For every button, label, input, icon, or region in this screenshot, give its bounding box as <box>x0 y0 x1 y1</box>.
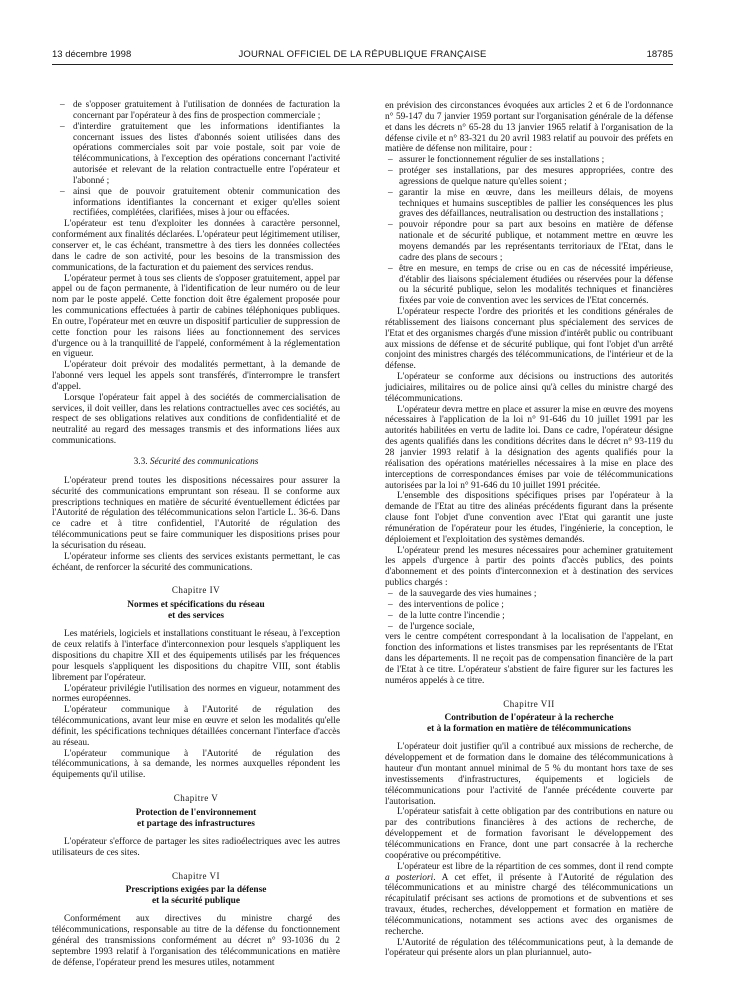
text-run: L'opérateur est libre de la répartition de ces sommes, dont il rend compte <box>397 861 673 872</box>
paragraph: L'opérateur communique à l'Autorité de régulation des télécommunications, avant leur mise en œuvre et selon les modalités qu'elle définit, les spécifications techniques détaillées concernant l'interface d'accès au réseau. <box>52 705 340 748</box>
chapter-title-v <box>52 808 340 830</box>
header-date: 13 décembre 1998 <box>52 49 132 60</box>
paragraph: L'opérateur prend les mesures nécessaires pour acheminer gratuitement les appels d'urgence à partir des points d'accès publics, des points d'abonnement et des points d'interconnexion et à destination des services publics chargés : <box>385 545 673 589</box>
section-title: Sécurité des communications <box>149 457 259 467</box>
paragraph: L'opérateur se conforme aux décisions ou instructions des autorités judiciaires, militaires ou de police ainsi qu'à celles du ministre chargé des télécommunications. <box>385 372 673 404</box>
left-column <box>52 100 340 969</box>
paragraph: L'Autorité de régulation des télécommunications peut, à la demande de l'opérateur qui présente alors un plan pluriannuel, auto- <box>385 937 673 959</box>
chapter-title-line: et à la formation en matière de télécommunications <box>426 724 632 735</box>
list-item: – pouvoir répondre pour sa part aux besoins en matière de défense nationale et de sécurité publique, et notamment mettre en œuvre les moyens demandés par les représentants territoriaux de l'Etat, dans le cadre des plans de secours ; <box>385 220 673 263</box>
chapter-title-line: Prescriptions exigées par la défense <box>125 885 267 896</box>
header-page-number: 18785 <box>646 49 673 60</box>
section-number: 3.3. <box>133 457 150 467</box>
paragraph: Les matériels, logiciels et installations constituant le réseau, à l'exception de ceux relatifs à l'interface d'interconnexion pour lesquels s'appliquent les dispositions du chapitre XII et des équipements utilisés par les fréquences pour lesquels s'appliquent les dispositions du chapitre VIII, sont établis librement par l'opérateur. <box>52 629 340 683</box>
right-column <box>385 101 673 959</box>
text-run: . A cet effet, il présente à l'Autorité de régulation des télécommunications et au ministre chargé des télécommunications un récapitulatif précisant ses actions de promotions et de subventions et ses travaux, études, recherches, développement et formation en matière de télécommunications, notamment ses actions avec des organismes de recherche. <box>385 872 673 937</box>
list-item: – de l'urgence sociale, <box>385 622 673 633</box>
chapter-title-vi <box>52 885 340 907</box>
paragraph: Conformément aux directives du ministre chargé des télécommunications, responsable au titre de la défense du fonctionnement général des transmissions conformément au décret n° 93-1036 du 2 septembre 1993 relatif à l'organisation des télécommunications en matière de défense, l'opérateur prend les mesures utiles, notamment <box>52 914 340 968</box>
paragraph: L'ensemble des dispositions spécifiques prises par l'opérateur à la demande de l'Etat au titre des alinéas précédents figurant dans la présente clause font l'objet d'une convention avec l'Etat qui garantit une juste rémunération de l'opérateur pour les études, l'ingénierie, la conception, le déploiement et l'exploitation des systèmes demandés. <box>385 491 673 545</box>
list-item: – des interventions de police ; <box>385 600 673 611</box>
paragraph: L'opérateur respecte l'ordre des priorités et les conditions générales de rétablissement des liaisons concernant plus spécialement des services de l'Etat et des organismes chargés d'une mission d'intérêt public ou contribuant aux missions de défense et de sécurité publique, qui font l'objet d'un arrêté conjoint des ministres chargés des télécommunications, de l'intérieur et de la défense. <box>385 307 673 372</box>
section-heading-3-3 <box>52 457 340 468</box>
paragraph: L'opérateur communique à l'Autorité de régulation des télécommunications, à sa demande, les normes auxquelles répondent les équipements qu'il utilise. <box>52 748 340 781</box>
paragraph: L'opérateur devra mettre en place et assurer la mise en œuvre des moyens nécessaires à l'application de la loi n° 91-646 du 10 juillet 1991 par les autorités habilitées en vertu de ladite loi. Dans ce cadre, l'opérateur désigne des agents qualifiés dans les conditions décrites dans le décret n° 93-119 du 28 janvier 1993 relatif à la désignation des agents qualifiés pour la réalisation des opérations matérielles nécessaires à la mise en place des interceptions de correspondances émises par voie de télécommunications autorisées par la loi n° 91-646 du 10 juillet 1991 précitée. <box>385 404 673 491</box>
list-item: – protéger ses installations, par des mesures appropriées, contre des agressions de quelque nature qu'elles soient ; <box>385 166 673 188</box>
list-item: – de la lutte contre l'incendie ; <box>385 611 673 622</box>
text-run-italic: a posteriori <box>385 872 434 883</box>
chapter-title-line: et des services <box>167 611 225 622</box>
right-bullet-list-emergency <box>385 589 673 632</box>
right-bullet-list-defense <box>385 155 673 307</box>
paragraph: L'opérateur privilégie l'utilisation des normes en vigueur, notamment des normes européennes. <box>52 683 340 705</box>
paragraph: L'opérateur permet à tous ses clients de s'opposer gratuitement, appel par appel ou de façon permanente, à l'identification de leur numéro ou de leur nom par le poste appelé. Cette fonction doit être également proposée pour les communications effectuées à partir de cabines téléphoniques publiques. En outre, l'opérateur met en œuvre un dispositif particulier de suppression de cette fonction pour les raisons liées au fonctionnement des services d'urgence ou à la tranquillité de l'appelé, conformément à la réglementation en vigueur. <box>52 273 340 360</box>
paragraph: Lorsque l'opérateur fait appel à des sociétés de commercialisation de services, il doit veiller, dans les relations contractuelles avec ces sociétés, au respect de ses obligations relatives aux conditions de confidentialité et de neutralité au regard des messages transmis et des informations liées aux communications. <box>52 392 340 447</box>
header-rule <box>52 64 673 65</box>
list-item: – ainsi que de pouvoir gratuitement obtenir communication des informations identifiantes la concernant et exiger qu'elles soient rectifiées, complétées, clarifiées, mises à jour ou effacées. <box>52 187 340 220</box>
paragraph: L'opérateur doit prévoir des modalités permettant, à la demande de l'abonné vers lequel les appels sont transférés, d'interrompre le transfert d'appel. <box>52 360 340 392</box>
chapter-title-line: et partage des infrastructures <box>137 818 255 829</box>
chapter-title-line: Protection de l'environnement <box>135 807 257 818</box>
paragraph: L'opérateur est tenu d'exploiter les données à caractère personnel, conformément aux finalités déclarées. L'opérateur peut légitimement utiliser, conserver et, le cas échéant, transmettre à des tiers les données collectées dans le cadre de son activité, pour les besoins de la transmission des communications, de la facturation et du paiement des services rendus. <box>52 219 340 273</box>
chapter-title-line: et la sécurité publique <box>152 896 240 907</box>
paragraph: L'opérateur s'efforce de partager les sites radioélectriques avec les autres utilisateurs de ces sites. <box>52 836 340 858</box>
chapter-title-iv <box>52 600 340 622</box>
chapter-label-vii: Chapitre VII <box>503 698 555 709</box>
paragraph <box>385 862 673 938</box>
list-item: – garantir la mise en œuvre, dans les meilleurs délais, de moyens techniques et humains susceptibles de pallier les conséquences les plus graves des défaillances, neutralisation ou destruction des installations ; <box>385 188 673 221</box>
chapter-title-vii <box>385 713 673 735</box>
paragraph: L'opérateur prend toutes les dispositions nécessaires pour assurer la sécurité des communications empruntant son réseau. Il se conforme aux prescriptions techniques en matière de sécurité éventuellement édictées par l'Autorité de régulation des télécommunications selon l'article L. 36-6. Dans ce cadre et à titre confidentiel, l'Autorité de régulation des télécommunications peut se faire communiquer les dispositions prises pour la sécurisation du réseau. <box>52 475 340 551</box>
paragraph: L'opérateur informe ses clients des services existants permettant, le cas échéant, de renforcer la sécurité des communications. <box>52 551 340 573</box>
list-item: – de s'opposer gratuitement à l'utilisation de données de facturation la concernant par l'opérateur à des fins de prospection commerciale ; <box>52 100 340 122</box>
list-item: – être en mesure, en temps de crise ou en cas de nécessité impérieuse, d'établir des liaisons spécialement étudiées ou réservées pour la défense ou la sécurité publique, selon les modalités techniques et financières fixées par voie de convention avec les services de l'Etat concernés. <box>385 264 673 307</box>
paragraph: vers le centre compétent correspondant à la localisation de l'appelant, en fonction des informations et listes transmises par les représentants de l'Etat dans les départements. Il ne reçoit pas de compensation financière de la part de l'Etat à ce titre. L'opérateur s'abstient de faire figurer sur les factures les numéros appelés à ce titre. <box>385 632 673 686</box>
paragraph: L'opérateur doit justifier qu'il a contribué aux missions de recherche, de développement et de formation dans le domaine des télécommunications à hauteur d'un montant annuel minimal de 5 % du montant hors taxe de ses investissements d'infrastructures, équipements et logiciels de télécommunications pour l'activité de l'année précédente couverte par l'autorisation. <box>385 742 673 807</box>
left-bullet-list <box>52 100 340 219</box>
paragraph: L'opérateur satisfait à cette obligation par des contributions en nature ou par des contributions financières à des actions de recherche, de développement et de formation favorisant le développement des télécommunications en France, dont une part consacrée à la recherche coopérative ou précompétitive. <box>385 807 673 861</box>
chapter-label-vi: Chapitre VI <box>171 870 221 881</box>
page-header <box>52 49 673 63</box>
chapter-label-v: Chapitre V <box>173 793 219 804</box>
list-item: – de la sauvegarde des vies humaines ; <box>385 589 673 600</box>
chapter-title-line: Normes et spécifications du réseau <box>127 600 265 611</box>
paragraph: en prévision des circonstances évoquées aux articles 2 et 6 de l'ordonnance n° 59-147 du 7 janvier 1959 portant sur l'organisation générale de la défense et dans les décrets n° 65-28 du 13 janvier 1965 relatif à l'organisation de la défense civile et n° 83-321 du 20 avril 1983 relatif au pouvoir des préfets en matière de défense non militaire, pour : <box>385 101 673 155</box>
list-item: – assurer le fonctionnement régulier de ses installations ; <box>385 155 673 166</box>
header-journal-title: JOURNAL OFFICIEL DE LA RÉPUBLIQUE FRANÇAISE <box>238 49 487 60</box>
list-item: – d'interdire gratuitement que les informations identifiantes la concernant issues des listes d'abonnés soient utilisées dans des opérations commerciales soit par voie postale, soit par voie de télécommunications, à l'exception des opérations concernant l'activité autorisée et relevant de la relation contractuelle entre l'opérateur et l'abonné ; <box>52 122 340 187</box>
chapter-label-iv: Chapitre IV <box>171 585 221 596</box>
chapter-title-line: Contribution de l'opérateur à la recherche <box>444 713 614 724</box>
